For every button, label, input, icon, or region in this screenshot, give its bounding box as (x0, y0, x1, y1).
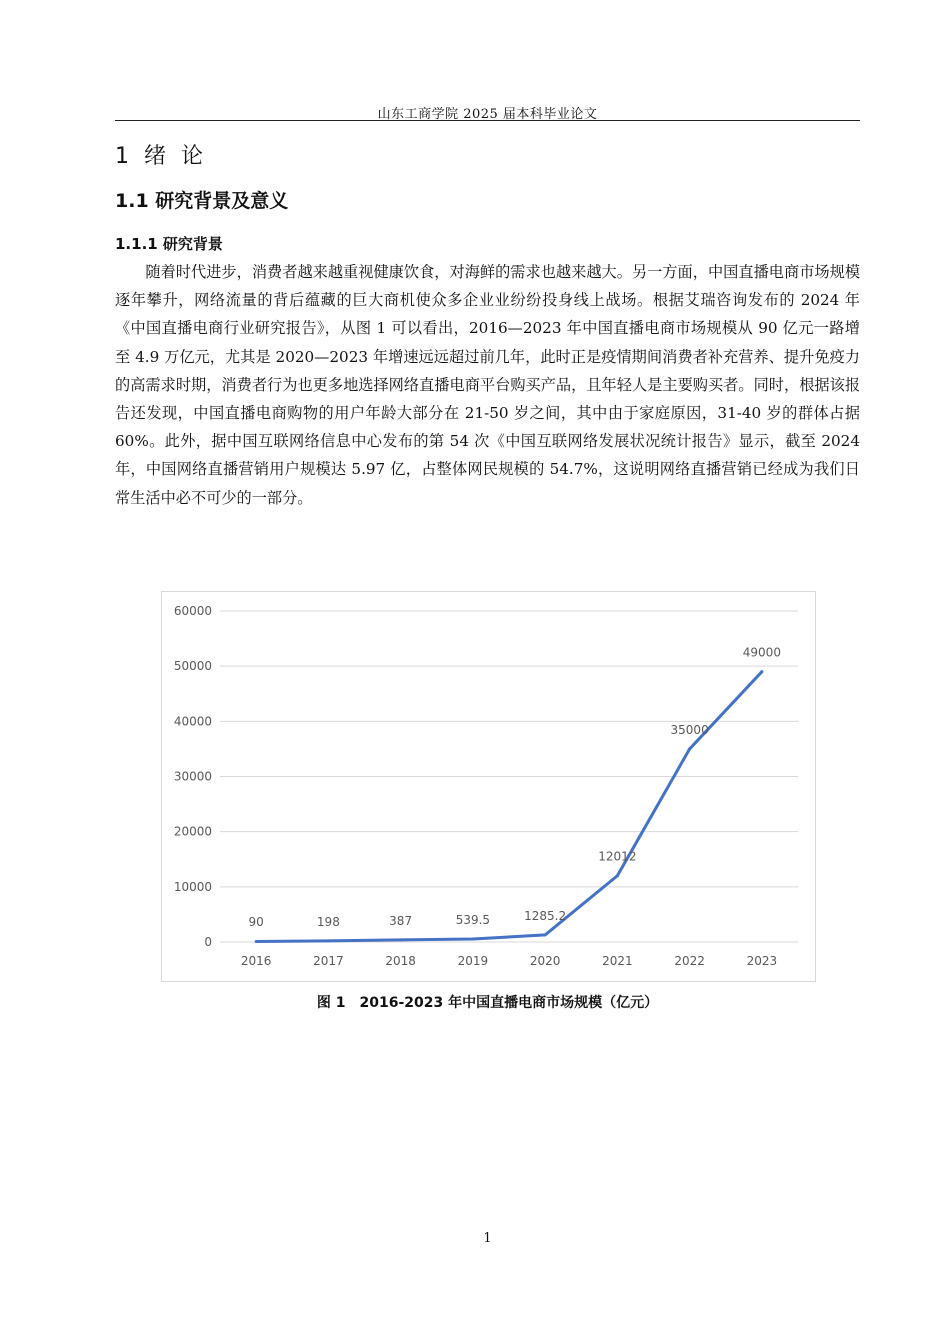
x-tick-label: 2016 (240, 954, 272, 968)
figure-chart (161, 591, 816, 982)
data-point (255, 940, 258, 943)
x-tick-label: 2017 (313, 954, 344, 968)
data-label: 387 (389, 913, 413, 928)
figure-caption: 图 1 2016-2023 年中国直播电商市场规模（亿元） (316, 995, 659, 1011)
x-tick-label: 2021 (602, 954, 633, 968)
y-tick-label: 60000 (173, 604, 212, 618)
y-tick-label: 10000 (173, 879, 212, 894)
body-paragraph: 随着时代进步，消费者越来越重视健康饮食，对海鲜的需求也越来越大。另一方面，中国直播电商市场规模逐年攀升，网络流量的背后蕴藏的巨大商机使众多企业业纷纷投身线上战场。根据艾瑞咨询发布的 2024 年《中国直播电商行业研究报告》，从图 1 可以看出，2016—2023 年中国直播电商市场规模从 90 亿元一路增至 4.9 万亿元，尤其是 2020—2023 年增速远远超过前几年，此时正是疫情期间消费者补充营养、提升免疫力的高需求时期，消费者行为也更多地选择网络直播电商平台购买产品，且年轻人是主要购买者。同时，根据该报告还发现，中国直播电商购物的用户年龄大部分在 21-50 岁之间，其中由于家庭原因，31-40 岁的群体占据 60%。此外，据中国互联网络信息中心发布的第 54 次《中国互联网络发展状况统计报告》显示，截至 2024 年，中国网络直播营销用户规模达 5.97 亿，占整体网民规模的 54.7%，这说明网络直播营销已经成为我们日常生活中必不可少的一部分。 (115, 263, 860, 507)
x-tick-label: 2018 (385, 954, 416, 968)
data-point (760, 670, 763, 673)
x-tick-label: 2023 (746, 954, 778, 968)
series-line (256, 672, 762, 942)
line-chart (162, 592, 815, 981)
x-tick-label: 2022 (674, 954, 705, 968)
page-number: 1 (483, 1231, 492, 1246)
data-point (544, 933, 547, 936)
data-label: 90 (248, 915, 264, 929)
data-label: 35000 (670, 722, 709, 737)
y-tick-label: 40000 (173, 714, 212, 729)
section-title: 1.1 研究背景及意义 (115, 190, 289, 212)
x-tick-label: 2020 (529, 954, 561, 968)
data-label: 1285.2 (524, 908, 567, 923)
y-tick-label: 30000 (173, 769, 212, 784)
chapter-title: 1 绪 论 (115, 144, 207, 169)
data-point (399, 938, 402, 941)
data-point (471, 938, 474, 941)
y-tick-label: 20000 (173, 824, 212, 839)
subsection-title: 1.1.1 研究背景 (115, 235, 223, 253)
data-label: 12012 (598, 849, 637, 864)
data-point (327, 939, 330, 942)
data-label: 539.5 (455, 913, 491, 928)
data-point (616, 874, 619, 877)
header-rule (115, 120, 860, 121)
x-tick-label: 2019 (457, 954, 489, 968)
data-label: 49000 (742, 645, 781, 660)
page-header: 山东工商学院 2025 届本科毕业论文 (377, 107, 598, 122)
data-point (688, 747, 691, 750)
y-tick-label: 0 (204, 935, 212, 949)
y-tick-label: 50000 (173, 659, 212, 674)
data-label: 198 (316, 914, 340, 929)
